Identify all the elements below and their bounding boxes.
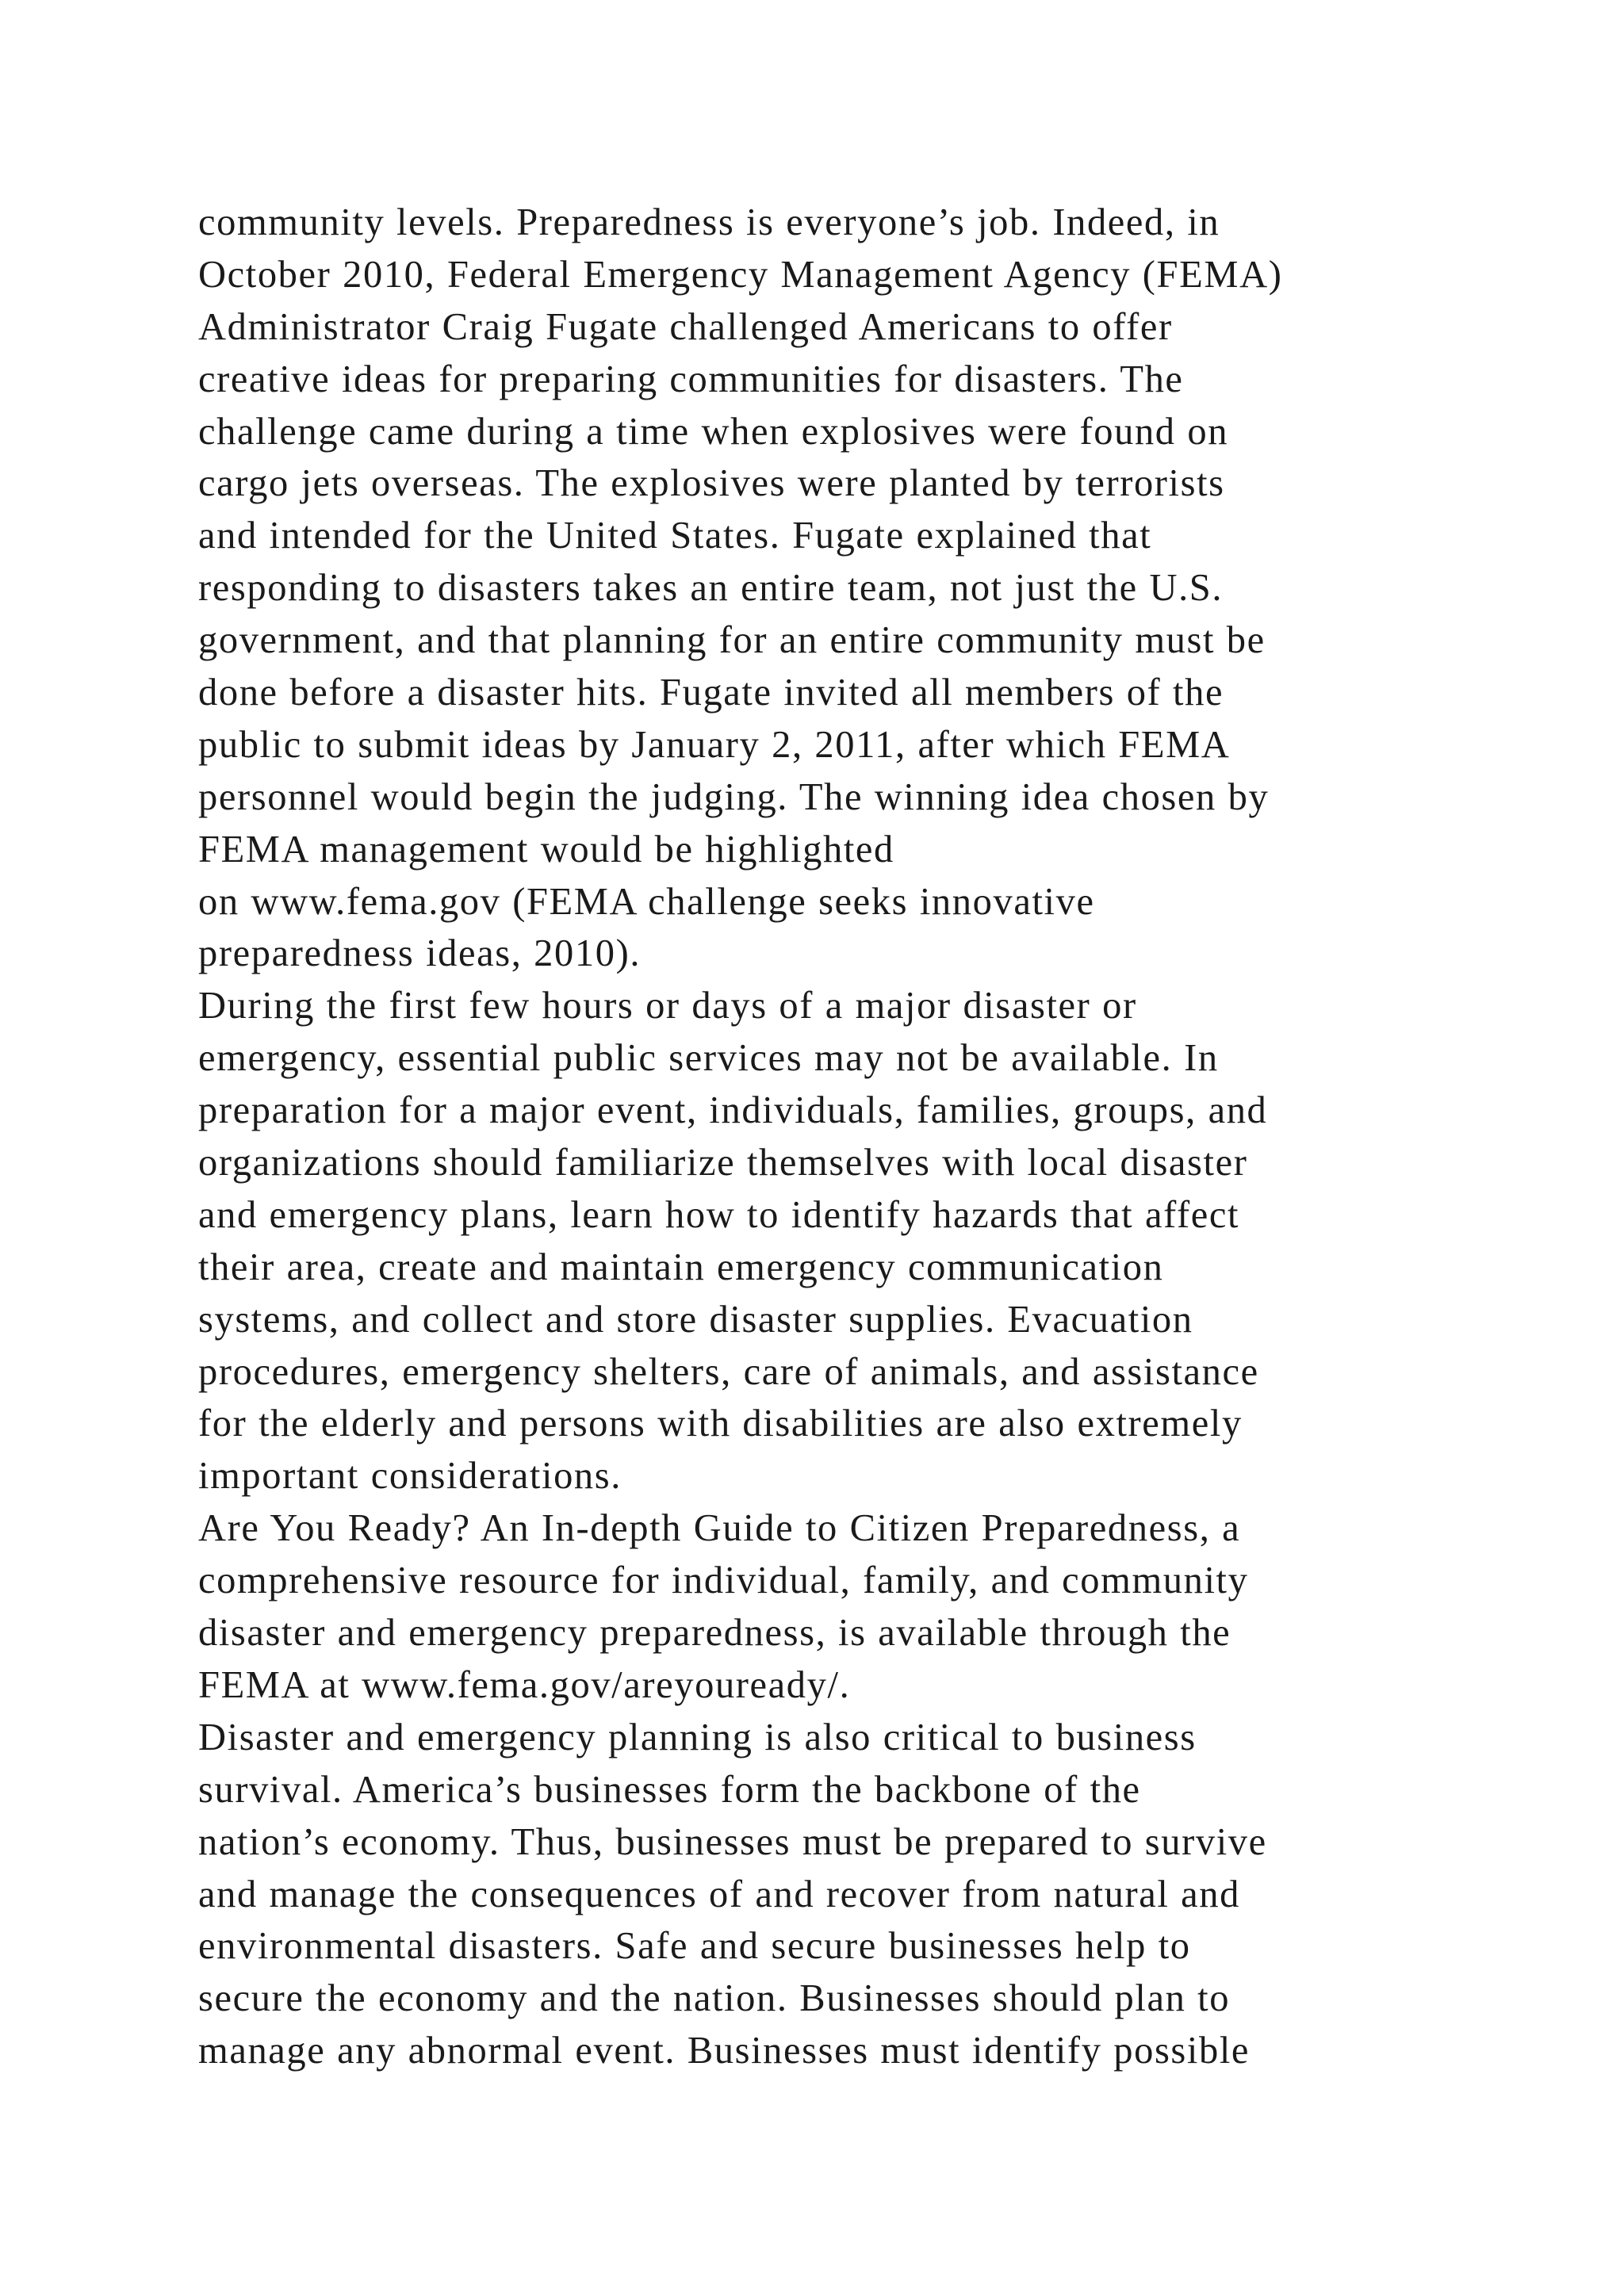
text-line: FEMA at www.fema.gov/areyouready/. xyxy=(198,1663,851,1706)
text-line: public to submit ideas by January 2, 2011, after which FEMA xyxy=(198,723,1231,766)
text-line: environmental disasters. Safe and secure businesses help to xyxy=(198,1925,1191,1968)
text-line: preparation for a major event, individuals, families, groups, and xyxy=(198,1089,1268,1132)
text-line: their area, create and maintain emergency communication xyxy=(198,1246,1164,1288)
text-line: survival. America’s businesses form the backbone of the xyxy=(198,1768,1141,1811)
text-line: creative ideas for preparing communities for disasters. The xyxy=(198,358,1184,400)
text-line: organizations should familiarize themselves with local disaster xyxy=(198,1142,1248,1184)
text-line: emergency, essential public services may not be available. In xyxy=(198,1037,1219,1080)
text-line: for the elderly and persons with disabilities are also extremely xyxy=(198,1402,1243,1445)
text-line: and manage the consequences of and recover from natural and xyxy=(198,1873,1241,1915)
text-line: personnel would begin the judging. The winning idea chosen by xyxy=(198,775,1270,818)
text-line: preparedness ideas, 2010). xyxy=(198,932,642,975)
text-line: and intended for the United States. Fugate explained that xyxy=(198,515,1152,557)
text-line: responding to disasters takes an entire team, not just the U.S. xyxy=(198,567,1224,610)
text-line: comprehensive resource for individual, family, and community xyxy=(198,1559,1249,1602)
text-line: During the first few hours or days of a major disaster or xyxy=(198,985,1137,1027)
text-line: important considerations. xyxy=(198,1455,622,1498)
text-line: procedures, emergency shelters, care of animals, and assistance xyxy=(198,1350,1259,1393)
text-line: systems, and collect and store disaster supplies. Evacuation xyxy=(198,1298,1193,1341)
text-line: on www.fema.gov (FEMA challenge seeks innovative xyxy=(198,880,1095,923)
text-line: done before a disaster hits. Fugate invited all members of the xyxy=(198,672,1224,714)
text-line: Disaster and emergency planning is also critical to business xyxy=(198,1716,1197,1758)
text-line: and emergency plans, learn how to identify hazards that affect xyxy=(198,1193,1240,1236)
text-line: government, and that planning for an entire community must be xyxy=(198,619,1266,662)
text-line: Are You Ready? An In-depth Guide to Citizen Preparedness, a xyxy=(198,1507,1241,1550)
text-line: nation’s economy. Thus, businesses must be prepared to survive xyxy=(198,1820,1267,1863)
text-line: FEMA management would be highlighted xyxy=(198,828,894,871)
text-line: challenge came during a time when explosives were found on xyxy=(198,410,1229,453)
text-line: Administrator Craig Fugate challenged Americans to offer xyxy=(198,305,1173,348)
text-line: community levels. Preparedness is everyone’s job. Indeed, in xyxy=(198,201,1220,243)
text-line: disaster and emergency preparedness, is available through the xyxy=(198,1612,1231,1655)
text-line: manage any abnormal event. Businesses must identify possible xyxy=(198,2030,1251,2072)
text-line: October 2010, Federal Emergency Management Agency (FEMA) xyxy=(198,253,1283,296)
text-line: cargo jets overseas. The explosives were planted by terrorists xyxy=(198,462,1225,505)
text-line: secure the economy and the nation. Businesses should plan to xyxy=(198,1977,1231,2020)
body-text xyxy=(198,197,1499,2077)
